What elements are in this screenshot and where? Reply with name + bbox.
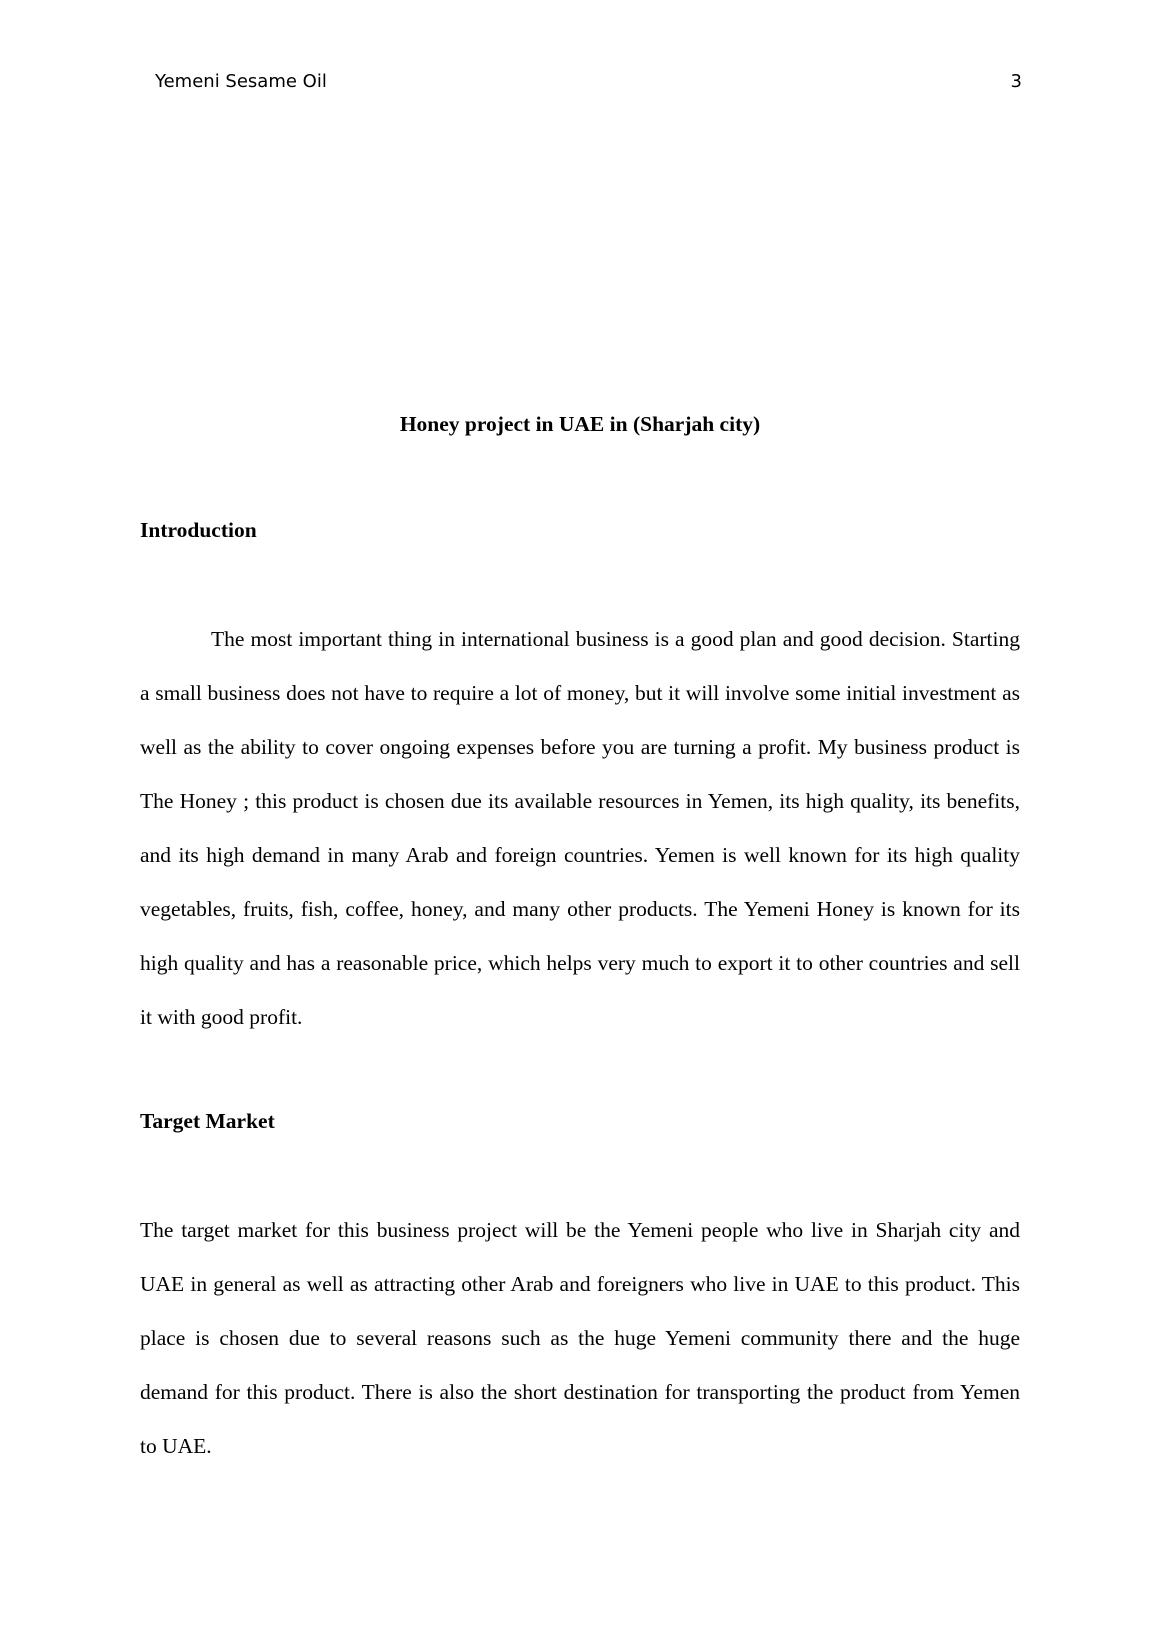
paragraph-target-market: The target market for this business project will be the Yemeni people who live in Sharjah city and UAE in general as well as attracting other Arab and foreigners who live in UAE to this product. This place is chosen due to several reasons such as the huge Yemeni community there and the huge demand for this product. There is also the short destination for transporting the product from Yemen to UAE.: [140, 1218, 1020, 1458]
paragraph-introduction: The most important thing in international business is a good plan and good decision. Starting a small business does not have to require a lot of money, but it will involve some initial investment as well as the ability to cover ongoing expenses before you are turning a profit. My business product is The Honey ; this product is chosen due its available resources in Yemen, its high quality, its benefits, and its high demand in many Arab and foreign countries. Yemen is well known for its high quality vegetables, fruits, fish, coffee, honey, and many other products. The Yemeni Honey is known for its high quality and has a reasonable price, which helps very much to export it to other countries and sell it with good profit.: [140, 627, 1020, 1029]
running-head: Yemeni Sesame Oil: [155, 71, 327, 92]
heading-introduction: Introduction: [140, 518, 257, 542]
page-number: 3: [1010, 71, 1022, 92]
heading-target-market: Target Market: [140, 1109, 275, 1133]
document-title: Honey project in UAE in (Sharjah city): [399, 412, 761, 436]
